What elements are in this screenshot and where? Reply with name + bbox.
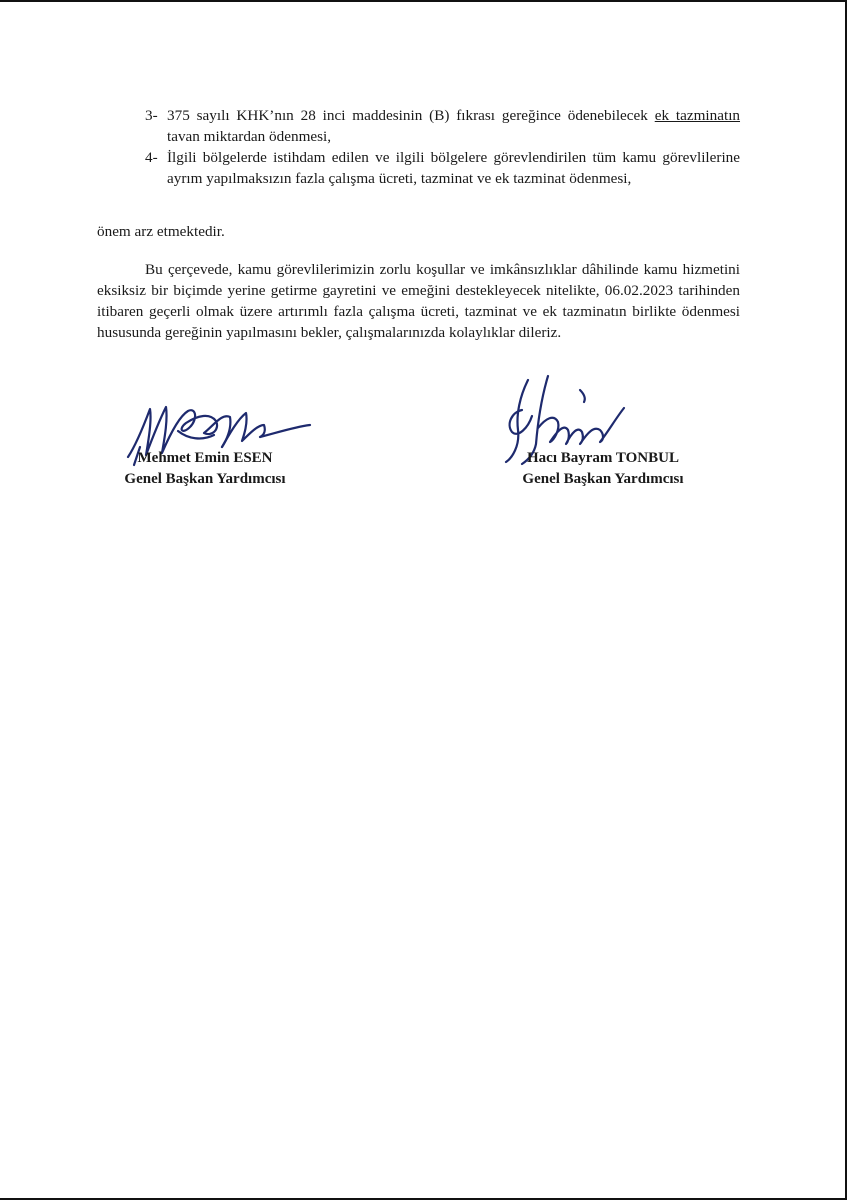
- list-item-3-part1: 375 sayılı KHK’nın 28 inci maddesinin (B) fıkrası gereğince ödenebilecek: [167, 107, 648, 124]
- signatory-right-name: Hacı Bayram TONBUL: [527, 450, 679, 466]
- list-item-3: [145, 105, 740, 147]
- body-paragraph: Bu çerçevede, kamu görevlilerimizin zorlu koşullar ve imkânsızlıklar dâhilinde kamu hizmetini eksiksiz bir biçimde yerine getirme gayretini ve emeğini destekleyecek nitelikte, 06.02.2023 tarihinden itibaren geçerli olmak üzere artırımlı fazla çalışma ücreti, tazminat ve ek tazminatın birlikte ödenmesi hususunda gereğinin yapılmasını bekler, çalışmalarınızda kolaylıklar dileriz.: [97, 261, 740, 341]
- signatory-right: [503, 448, 703, 490]
- signatory-left: [105, 448, 305, 490]
- list-item-4-text: İlgili bölgelerde istihdam edilen ve ilgili bölgelere görevlendirilen tüm kamu görevlilerine ayrım yapılmaksızın fazla çalışma ücreti, tazminat ve ek tazminat ödenmesi,: [167, 149, 740, 187]
- list-item-3-underlined: ek tazminatın: [654, 107, 741, 124]
- signatory-left-name: Mehmet Emin ESEN: [137, 450, 273, 466]
- list-item-3-text: [167, 105, 740, 147]
- signatory-right-title: Genel Başkan Yardımcısı: [522, 471, 684, 487]
- closing-line: önem arz etmektedir.: [97, 223, 225, 240]
- list-item-4: [145, 147, 740, 189]
- list-number-4: 4-: [145, 149, 158, 166]
- list-number-3: 3-: [145, 107, 158, 124]
- signatory-left-title: Genel Başkan Yardımcısı: [124, 471, 286, 487]
- list-item-3-part2: tavan miktardan ödenmesi,: [167, 128, 332, 145]
